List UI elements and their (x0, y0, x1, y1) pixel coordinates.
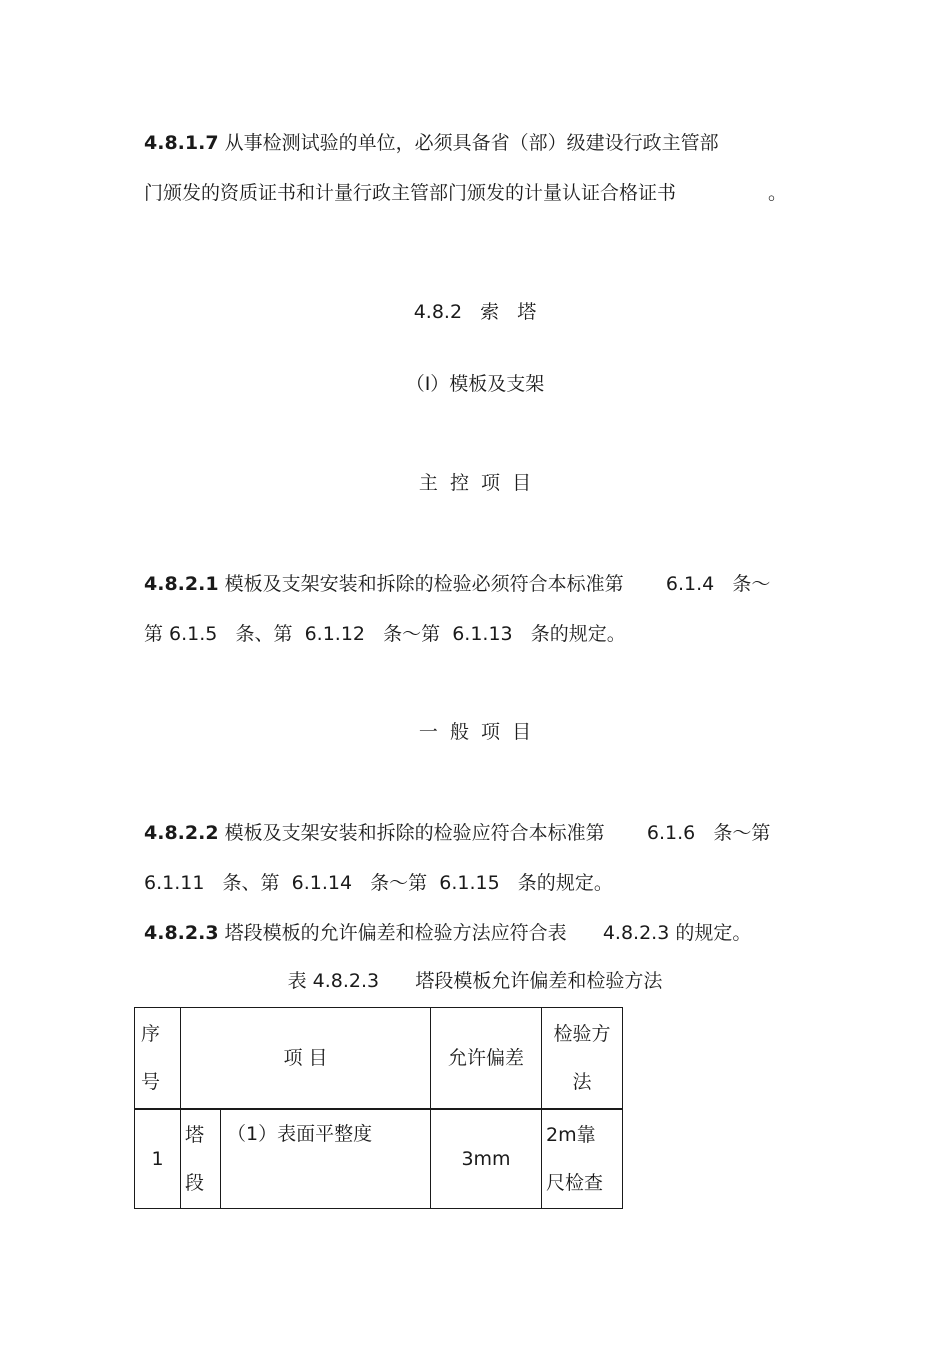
clause-number: 4.8.2.1 (144, 573, 219, 595)
clause-number: 4.8.1.7 (144, 132, 219, 154)
table-header-row (135, 1008, 623, 1110)
cell-item: （1）表面平整度 (221, 1109, 431, 1209)
cell-group: 塔 段 (181, 1109, 221, 1209)
clause-text: 模板及支架安装和拆除的检验应符合本标准第 6.1.6 条～第 (224, 822, 771, 844)
section-title: 4.8.2 索 塔 (413, 301, 537, 323)
clause-text: 模板及支架安装和拆除的检验必须符合本标准第 6.1.4 条～ (224, 573, 771, 595)
clause-text: 门颁发的资质证书和计量行政主管部门颁发的计量认证合格证书 (144, 182, 677, 204)
clause-text: 从事检测试验的单位，必须具备省（部）级建设行政主管部 (224, 132, 719, 154)
general-heading: 一 般 项 目 (418, 721, 532, 743)
clause-4817-line1 (144, 130, 719, 156)
header-tolerance: 允许偏差 (431, 1008, 542, 1110)
clause-4821-line1 (144, 571, 770, 597)
clause-number: 4.8.2.3 (144, 922, 219, 944)
clause-4821-line2: 第 6.1.5 条、第 6.1.12 条～第 6.1.13 条的规定。 (144, 623, 626, 645)
clause-text: 塔段模板的允许偏差和检验方法应符合表 4.8.2.3 的规定。 (224, 922, 752, 944)
tolerance-table (134, 1007, 623, 1209)
clause-4822-line2: 6.1.11 条、第 6.1.14 条～第 6.1.15 条的规定。 (144, 872, 613, 894)
clause-4823 (144, 920, 751, 946)
table-row (135, 1109, 623, 1209)
subsection-title: （Ⅰ）模板及支架 (405, 373, 545, 395)
header-seq: 序 号 (135, 1008, 181, 1110)
clause-4822-line1 (144, 820, 770, 846)
table-caption: 表 4.8.2.3 塔段模板允许偏差和检验方法 (287, 970, 663, 992)
cell-method: 2m靠 尺检查 (542, 1109, 623, 1209)
clause-4817-line2 (144, 180, 676, 206)
clause-4817-period: 。 (768, 182, 788, 204)
header-item: 项 目 (181, 1008, 431, 1110)
cell-tolerance: 3mm (431, 1109, 542, 1209)
main-control-heading: 主 控 项 目 (418, 472, 532, 494)
cell-seq: 1 (135, 1109, 181, 1209)
header-method: 检验方 法 (542, 1008, 623, 1110)
clause-number: 4.8.2.2 (144, 822, 219, 844)
